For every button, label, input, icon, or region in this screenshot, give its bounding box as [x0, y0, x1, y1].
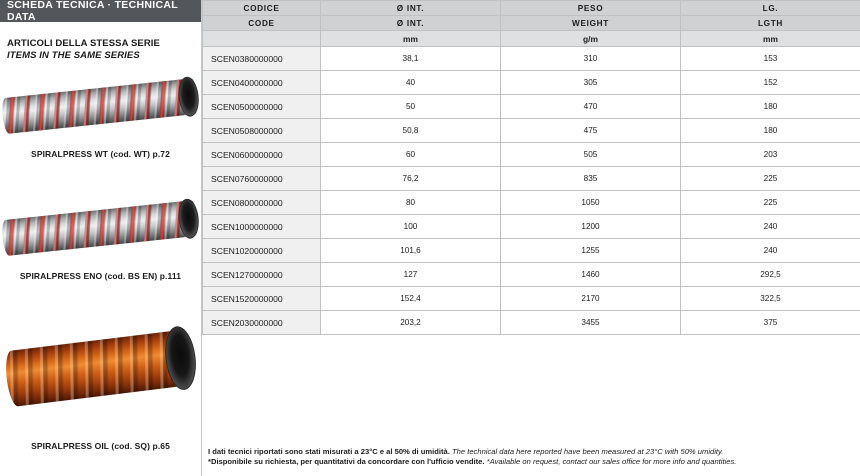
cell-diam: 203,2 — [321, 311, 501, 335]
unit-length: mm — [681, 31, 860, 47]
table-row[interactable] — [203, 191, 860, 215]
product-item-1[interactable] — [0, 68, 201, 159]
cell-code: SCEN0500000000 — [203, 95, 321, 119]
unit-code — [203, 31, 321, 47]
product-caption-2: SPIRALPRESS ENO (cod. BS EN) p.111 — [19, 271, 182, 281]
cell-weight: 1200 — [501, 215, 681, 239]
cell-weight: 1255 — [501, 239, 681, 263]
cell-code: SCEN0508000000 — [203, 119, 321, 143]
cell-weight: 3455 — [501, 311, 681, 335]
table-header-row-en — [203, 16, 860, 31]
cell-code: SCEN0600000000 — [203, 143, 321, 167]
cell-code: SCEN1000000000 — [203, 215, 321, 239]
cell-length: 322,5 — [681, 287, 860, 311]
cell-code: SCEN2030000000 — [203, 311, 321, 335]
cell-weight: 2170 — [501, 287, 681, 311]
cell-weight: 475 — [501, 119, 681, 143]
table-row[interactable] — [203, 167, 860, 191]
cell-diam: 60 — [321, 143, 501, 167]
unit-diam: mm — [321, 31, 501, 47]
table-row[interactable] — [203, 47, 860, 71]
left-panel-header — [0, 0, 201, 22]
cell-length: 180 — [681, 95, 860, 119]
product-caption-1: SPIRALPRESS WT (cod. WT) p.72 — [31, 149, 170, 159]
cell-weight: 1050 — [501, 191, 681, 215]
cell-diam: 76,2 — [321, 167, 501, 191]
cell-length: 153 — [681, 47, 860, 71]
product-item-3[interactable] — [0, 318, 201, 451]
cell-weight: 1460 — [501, 263, 681, 287]
table-body — [203, 31, 860, 335]
th-length-it: LG. — [681, 1, 860, 16]
product-caption-3: SPIRALPRESS OIL (cod. SQ) p.65 — [31, 441, 170, 451]
cell-code: SCEN0380000000 — [203, 47, 321, 71]
footnote-1-it: I dati tecnici riportati sono stati misurati a 23°C e al 50% di umidità. — [208, 447, 450, 456]
table-row[interactable] — [203, 71, 860, 95]
cell-weight: 835 — [501, 167, 681, 191]
cell-length: 152 — [681, 71, 860, 95]
left-panel — [0, 0, 202, 476]
cell-code: SCEN0800000000 — [203, 191, 321, 215]
hose-illustration-orange — [1, 318, 198, 421]
table-units-row — [203, 31, 860, 47]
product-image-spiralpress-oil — [0, 318, 201, 438]
cell-diam: 100 — [321, 215, 501, 239]
series-title-it: ARTICOLI DELLA STESSA SERIE — [7, 38, 160, 49]
th-length-en: LGTH — [681, 16, 860, 31]
cell-diam: 38,1 — [321, 47, 501, 71]
table-row[interactable] — [203, 215, 860, 239]
footnote-1-en: The technical data here reported have been measured at 23°C with 50% umidity. — [452, 447, 724, 456]
product-image-spiralpress-eno — [0, 190, 201, 268]
footnote-2-en: *Available on request, contact our sales office for more info and quantities. — [486, 457, 737, 466]
th-diam-en: Ø INT. — [321, 16, 501, 31]
cell-weight: 305 — [501, 71, 681, 95]
technical-data-table — [202, 0, 860, 335]
cell-code: SCEN1270000000 — [203, 263, 321, 287]
cell-diam: 40 — [321, 71, 501, 95]
hose-illustration-grey-2 — [0, 190, 200, 266]
table-row[interactable] — [203, 311, 860, 335]
cell-diam: 50 — [321, 95, 501, 119]
cell-length: 180 — [681, 119, 860, 143]
cell-code: SCEN0760000000 — [203, 167, 321, 191]
th-weight-it: PESO — [501, 1, 681, 16]
cell-diam: 152,4 — [321, 287, 501, 311]
cell-weight: 310 — [501, 47, 681, 71]
cell-length: 225 — [681, 191, 860, 215]
left-panel-header-title: SCHEDA TECNICA · TECHNICAL DATA — [7, 0, 178, 23]
table-header-row-it — [203, 1, 860, 16]
cell-weight: 470 — [501, 95, 681, 119]
cell-length: 292,5 — [681, 263, 860, 287]
hose-illustration-grey — [0, 68, 200, 144]
cell-length: 240 — [681, 239, 860, 263]
cell-code: SCEN1020000000 — [203, 239, 321, 263]
footnote-2-it: *Disponibile su richiesta, per quantitativi da concordare con l'ufficio vendite. — [208, 457, 485, 466]
table-row[interactable] — [203, 95, 860, 119]
table-head — [203, 1, 860, 31]
cell-diam: 127 — [321, 263, 501, 287]
table-row[interactable] — [203, 239, 860, 263]
table-row[interactable] — [203, 119, 860, 143]
cell-length: 225 — [681, 167, 860, 191]
cell-diam: 101,6 — [321, 239, 501, 263]
cell-length: 203 — [681, 143, 860, 167]
table-row[interactable] — [203, 263, 860, 287]
series-title-en: ITEMS IN THE SAME SERIES — [7, 50, 140, 61]
th-code-en: CODE — [203, 16, 321, 31]
th-diam-it: Ø INT. — [321, 1, 501, 16]
product-item-2[interactable] — [0, 190, 201, 281]
footnotes — [208, 447, 853, 467]
cell-length: 240 — [681, 215, 860, 239]
table-row[interactable] — [203, 143, 860, 167]
table-row[interactable] — [203, 287, 860, 311]
product-image-spiralpress-wt — [0, 68, 201, 146]
spec-table-wrap — [202, 0, 860, 476]
cell-code: SCEN0400000000 — [203, 71, 321, 95]
th-weight-en: WEIGHT — [501, 16, 681, 31]
cell-diam: 50,8 — [321, 119, 501, 143]
cell-code: SCEN1520000000 — [203, 287, 321, 311]
footnote-line-1 — [208, 447, 853, 457]
th-code-it: CODICE — [203, 1, 321, 16]
footnote-line-2 — [208, 457, 853, 467]
cell-weight: 505 — [501, 143, 681, 167]
cell-diam: 80 — [321, 191, 501, 215]
unit-weight: g/m — [501, 31, 681, 47]
cell-length: 375 — [681, 311, 860, 335]
